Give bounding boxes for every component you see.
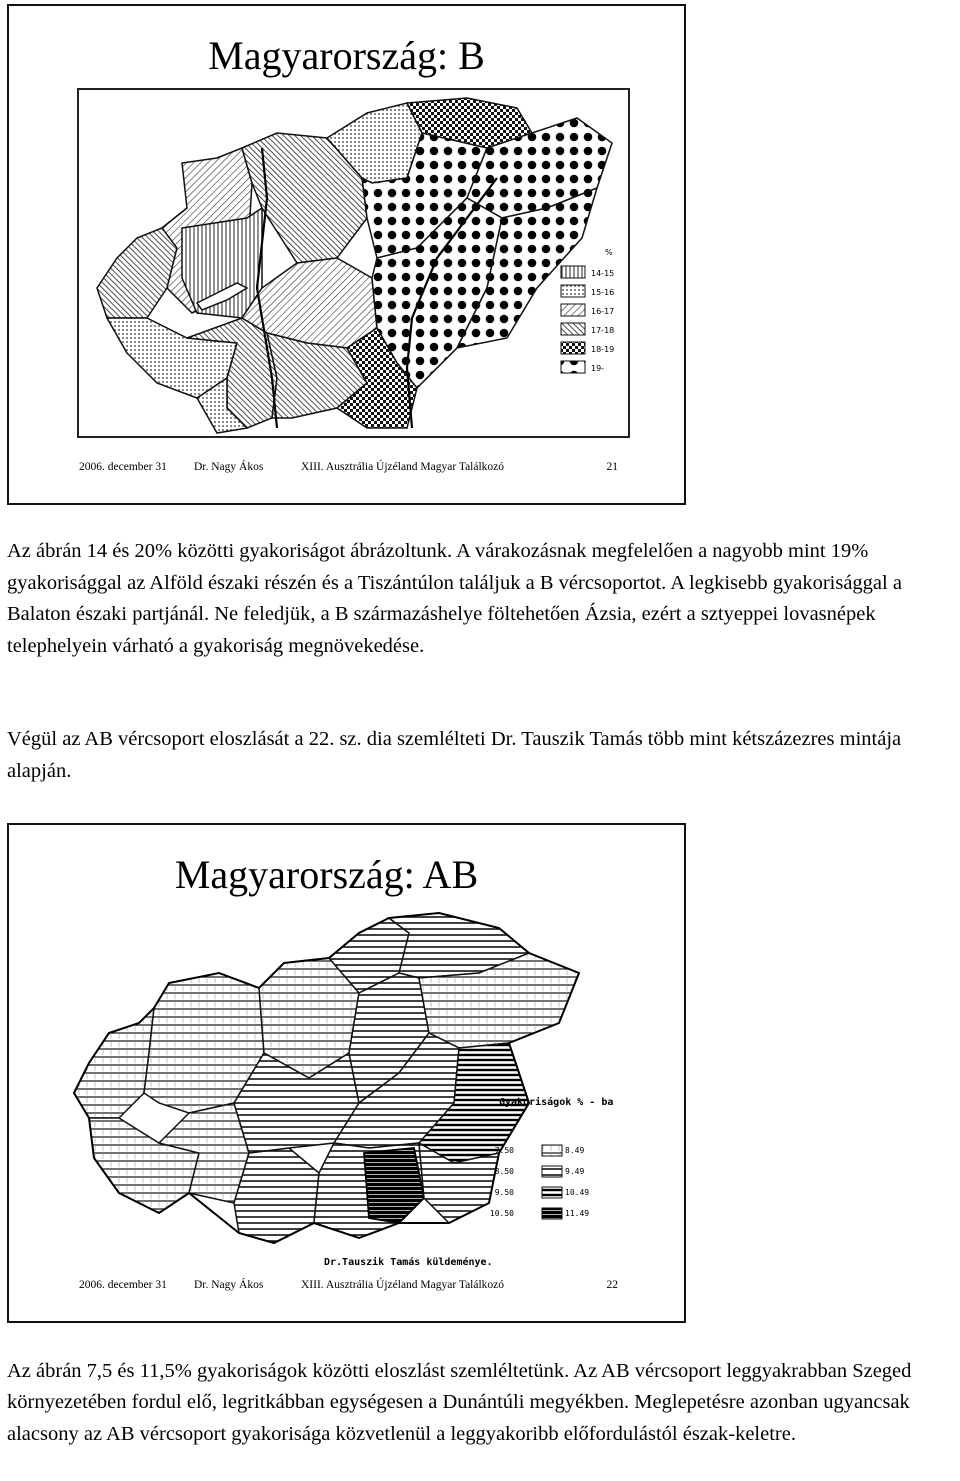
footer-event: XIII. Ausztrália Újzéland Magyar Találkozó xyxy=(301,1279,505,1291)
hungary-map-ab xyxy=(59,903,617,1273)
footer-author: Dr. Nagy Ákos xyxy=(194,461,264,473)
footer-author: Dr. Nagy Ákos xyxy=(194,1279,264,1291)
legend-swatch xyxy=(561,266,585,278)
legend-label: 19- xyxy=(591,364,605,373)
slide-ab-distribution xyxy=(7,823,686,1323)
body-paragraph: Végül az AB vércsoport eloszlását a 22. sz. dia szemlélteti Dr. Tauszik Tamás több mint kétszázezres mintája alapján. xyxy=(7,728,902,782)
legend-label: 15-16 xyxy=(591,288,615,297)
legend-swatch xyxy=(561,323,585,335)
footer-date: 2006. december 31 xyxy=(79,461,167,473)
footer-event: XIII. Ausztrália Újzéland Magyar Találkozó xyxy=(301,461,505,473)
legend-high: 9.49 xyxy=(565,1167,585,1176)
legend-swatch xyxy=(561,342,585,354)
legend-label: 18-19 xyxy=(591,345,615,354)
slide-title: Magyarország: AB xyxy=(174,852,479,897)
legend-swatch xyxy=(542,1208,562,1219)
slide-b-distribution xyxy=(7,4,686,505)
legend-low: 8.50 xyxy=(494,1167,514,1176)
map-legend xyxy=(561,248,614,373)
legend-low: 10.50 xyxy=(489,1209,514,1218)
map-credit: Dr.Tauszik Tamás küldeménye. xyxy=(324,1257,493,1268)
legend-swatch xyxy=(561,361,585,373)
body-paragraph: Az ábrán 14 és 20% közötti gyakoriságot ábrázoltunk. A várakozásnak megfelelően a nagyobb mint 19% gyakorisággal az Alföld északi részén és a Tiszántúlon találjuk a B vércsoportot. A legkisebb gyakorisággal a Balaton északi partjánál. Ne feledjük, a B származáshelye föltehetően Ázsia, ezért a sztyeppei lovasnépek telephelyein várható a gyakoriság megnövekedése. xyxy=(7,540,902,657)
legend-label: 14-15 xyxy=(591,269,615,278)
legend-title: Gyakoriságok % - ba xyxy=(499,1097,614,1108)
legend-label: 17-18 xyxy=(591,326,615,335)
legend-low: 7.50 xyxy=(494,1146,514,1155)
legend-high: 8.49 xyxy=(565,1146,585,1155)
footer-page-number: 21 xyxy=(606,461,618,473)
legend-high: 10.49 xyxy=(565,1188,590,1197)
legend-title: % xyxy=(605,248,613,257)
legend-high: 11.49 xyxy=(565,1209,590,1218)
legend-label: 16-17 xyxy=(591,307,615,316)
legend-swatch xyxy=(561,285,585,297)
footer-date: 2006. december 31 xyxy=(79,1279,167,1291)
legend-swatch xyxy=(542,1187,562,1198)
legend-swatch xyxy=(561,304,585,316)
body-paragraph: Az ábrán 7,5 és 11,5% gyakoriságok közötti eloszlást szemléltetünk. Az AB vércsoport leggyakrabban Szeged környezetében fordul elő, legritkábban egységesen a Dunántúli megyékben. Meglepetésre azonban ugyancsak alacsony az AB vércsoport gyakorisága közvetlenül a leggyakoribb előfordulástól észak-keletre. xyxy=(7,1360,912,1445)
legend-low: 9.50 xyxy=(494,1188,514,1197)
slide-title: Magyarország: B xyxy=(208,33,485,78)
hungary-map-b xyxy=(77,88,630,438)
legend-swatch xyxy=(542,1145,562,1156)
footer-page-number: 22 xyxy=(606,1279,618,1291)
legend-swatch xyxy=(542,1166,562,1177)
